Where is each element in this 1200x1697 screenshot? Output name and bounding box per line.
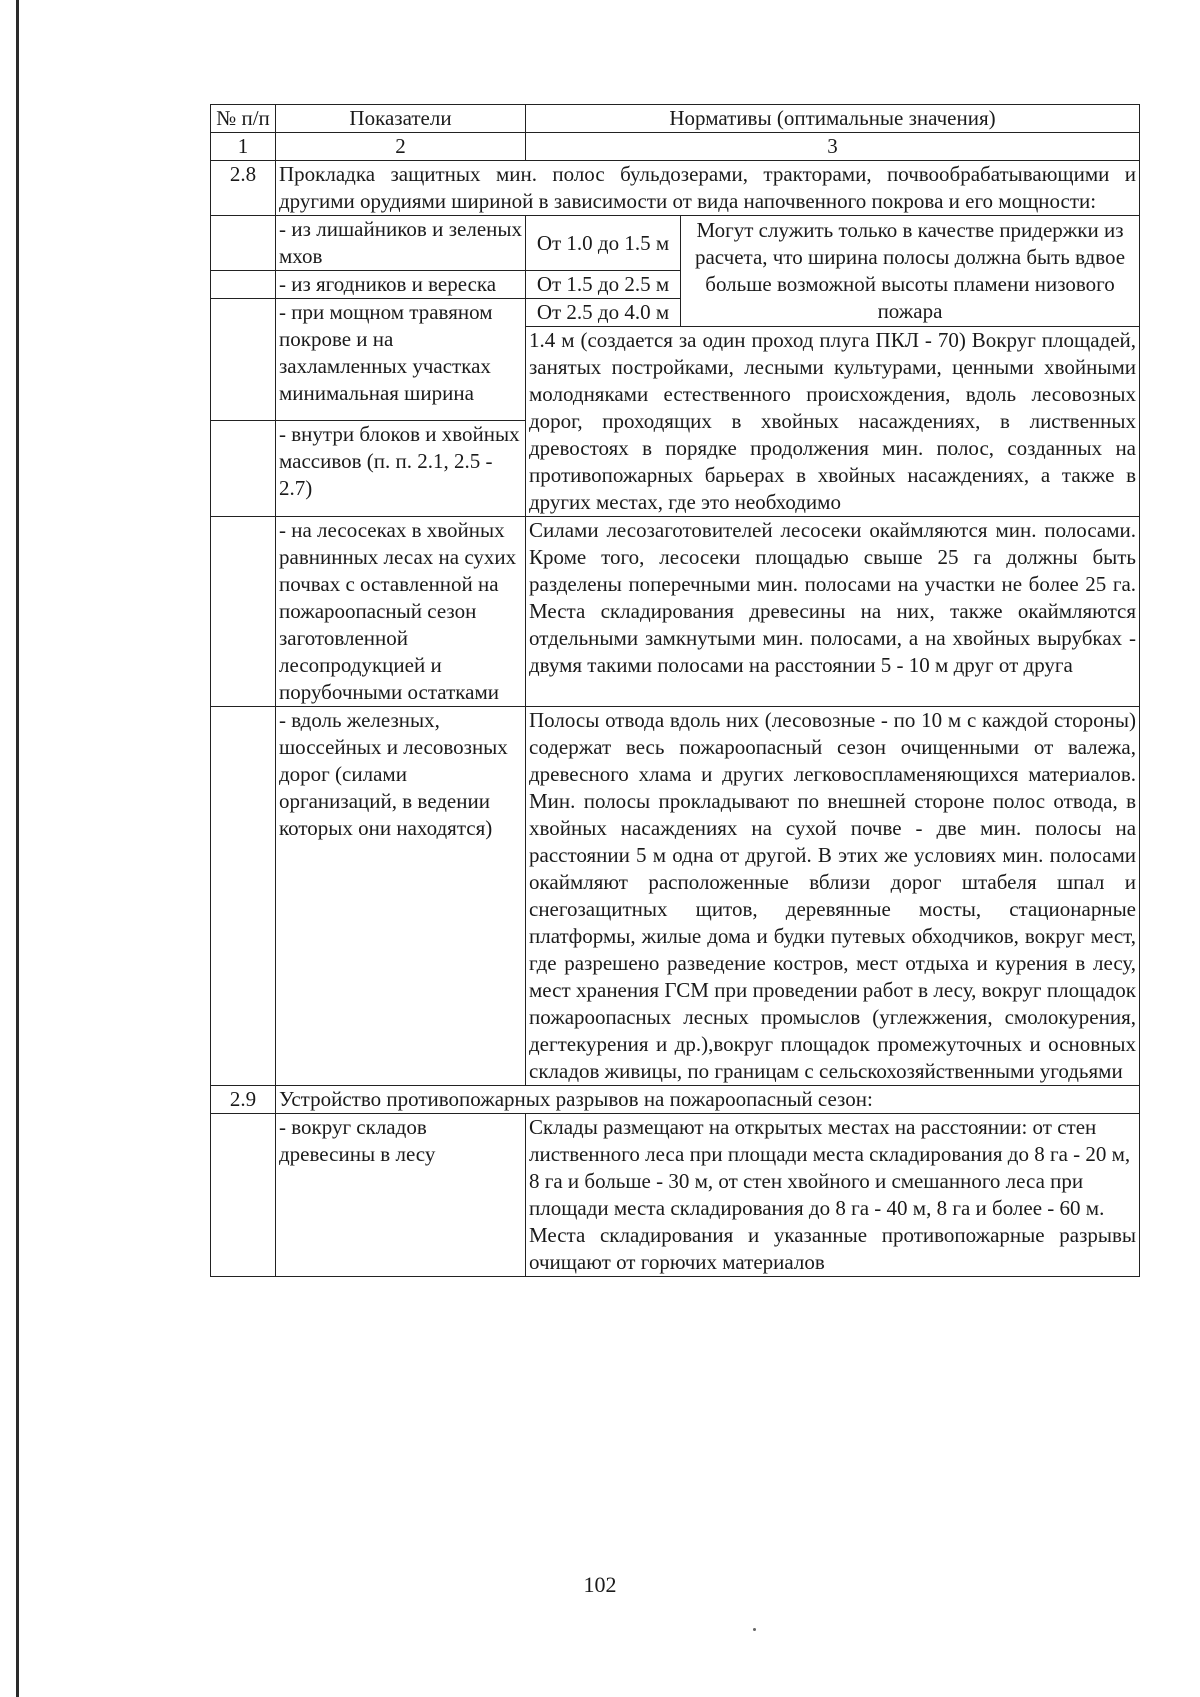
table-row	[211, 707, 1140, 1086]
section-2-8-title: Прокладка защитных мин. полос бульдозерами, тракторами, почвообрабатывающими и другими орудиями шириной в зависимости от вида напочвенного покрова и его мощности:	[276, 161, 1140, 216]
table-row	[211, 1114, 1140, 1277]
item-roads: - вдоль железных, шоссейных и лесовозных дорог (силами организаций, в ведении которых они находятся)	[276, 707, 526, 1086]
norms-table	[210, 104, 1140, 1277]
value-berries: От 1.5 до 2.5 м	[526, 271, 681, 299]
header-norms: Нормативы (оптимальные значения)	[526, 105, 1140, 133]
column-numbers-row	[211, 133, 1140, 161]
value-grass: От 2.5 до 4.0 м	[526, 299, 681, 327]
col-number-1: 1	[211, 133, 276, 161]
section-2-8-row	[211, 161, 1140, 216]
item-cutting: - на лесосеках в хвойных равнинных лесах на сухих почвах с оставленной на пожароопасный сезон заготовленной лесопродукцией и порубочными остатками	[276, 517, 526, 707]
value-storage-text: Склады размещают на открытых местах на расстоянии: от стен лиственного леса при площади места складирования до 8 га - 20 м, 8 га и больше - 30 м, от стен хвойного и смешанного леса при площади места складирования до 8 га - 40 м, 8 га и более - 60 м.	[529, 1115, 1131, 1220]
header-num: № п/п	[211, 105, 276, 133]
item-grass: - при мощном травяном покрове и на захламленных участках минимальная ширина	[276, 299, 526, 421]
header-row	[211, 105, 1140, 133]
section-2-9-title: Устройство противопожарных разрывов на пожароопасный сезон:	[276, 1086, 1140, 1114]
item-lichens: - из лишайников и зеленых мхов	[276, 216, 526, 271]
section-2-9-row	[211, 1086, 1140, 1114]
section-2-9-num: 2.9	[211, 1086, 276, 1114]
col-number-3: 3	[526, 133, 1140, 161]
value-cutting: Силами лесозаготовителей лесосеки окаймляются мин. полосами. Кроме того, лесосеки площадью свыше 25 га должны быть разделены поперечными мин. полосами на участки не более 25 га. Места складирования древесины на них, также окаймляются отдельными замкнутыми мин. полосами, а на хвойных вырубках - двумя такими полосами на расстоянии 5 - 10 м друг от друга	[526, 517, 1140, 707]
value-storage-text-2: Места складирования и указанные противопожарные разрывы очищают от горючих материалов	[529, 1223, 1137, 1274]
value-roads: Полосы отвода вдоль них (лесовозные - по 10 м с каждой стороны) содержат весь пожароопасный сезон очищенными от валежа, древесного хлама и других легковоспламеняющихся материалов. Мин. полосы прокладывают по внешней стороне полос отвода, в хвойных насаждениях на сухой почве - две мин. полосы на расстоянии 5 м одна от другой. В этих же условиях мин. полосами окаймляют расположенные вблизи дорог штабеля шпал и снегозащитных щитов, деревянные мосты, стационарные платформы, жилые дома и будки путевых обходчиков, вокруг мест, где разрешено разведение костров, мест отдыха и курения в лесу, мест хранения ГСМ при проведении работ в лесу, вокруг площадок пожароопасных лесных промыслов (углежжения, смолокурения, дегтекурения и др.),вокруг площадок промежуточных и основных складов живицы, по границам с сельскохозяйственными угодьями	[526, 707, 1140, 1086]
section-2-8-num: 2.8	[211, 161, 276, 216]
item-storage: - вокруг складов древесины в лесу	[276, 1114, 526, 1277]
note-flame-height: Могут служить только в качестве придержки из расчета, что ширина полосы должна быть вдвое больше возможной высоты пламени низового пожара	[681, 216, 1140, 327]
scan-speck	[753, 1628, 756, 1631]
table-row	[211, 216, 1140, 271]
value-lichens: От 1.0 до 1.5 м	[526, 216, 681, 271]
table-row	[211, 517, 1140, 707]
binding-edge-line	[16, 0, 19, 1697]
item-blocks: - внутри блоков и хвойных массивов (п. п. 2.1, 2.5 - 2.7)	[276, 421, 526, 517]
value-storage	[526, 1114, 1140, 1277]
col-number-2: 2	[276, 133, 526, 161]
value-blocks: 1.4 м (создается за один проход плуга ПКЛ - 70) Вокруг площадей, занятых постройками, лесными культурами, ценными хвойными молодняками естественного происхождения, вдоль лесовозных дорог, проходящих в хвойных насаждениях, в лиственных древостоях в порядке продолжения мин. полос, созданных на противопожарных барьерах в хвойных насаждениях, а также в других местах, где это необходимо	[526, 327, 1140, 517]
header-indicators: Показатели	[276, 105, 526, 133]
item-berries: - из ягодников и вереска	[276, 271, 526, 299]
page-number: 102	[583, 1572, 617, 1597]
